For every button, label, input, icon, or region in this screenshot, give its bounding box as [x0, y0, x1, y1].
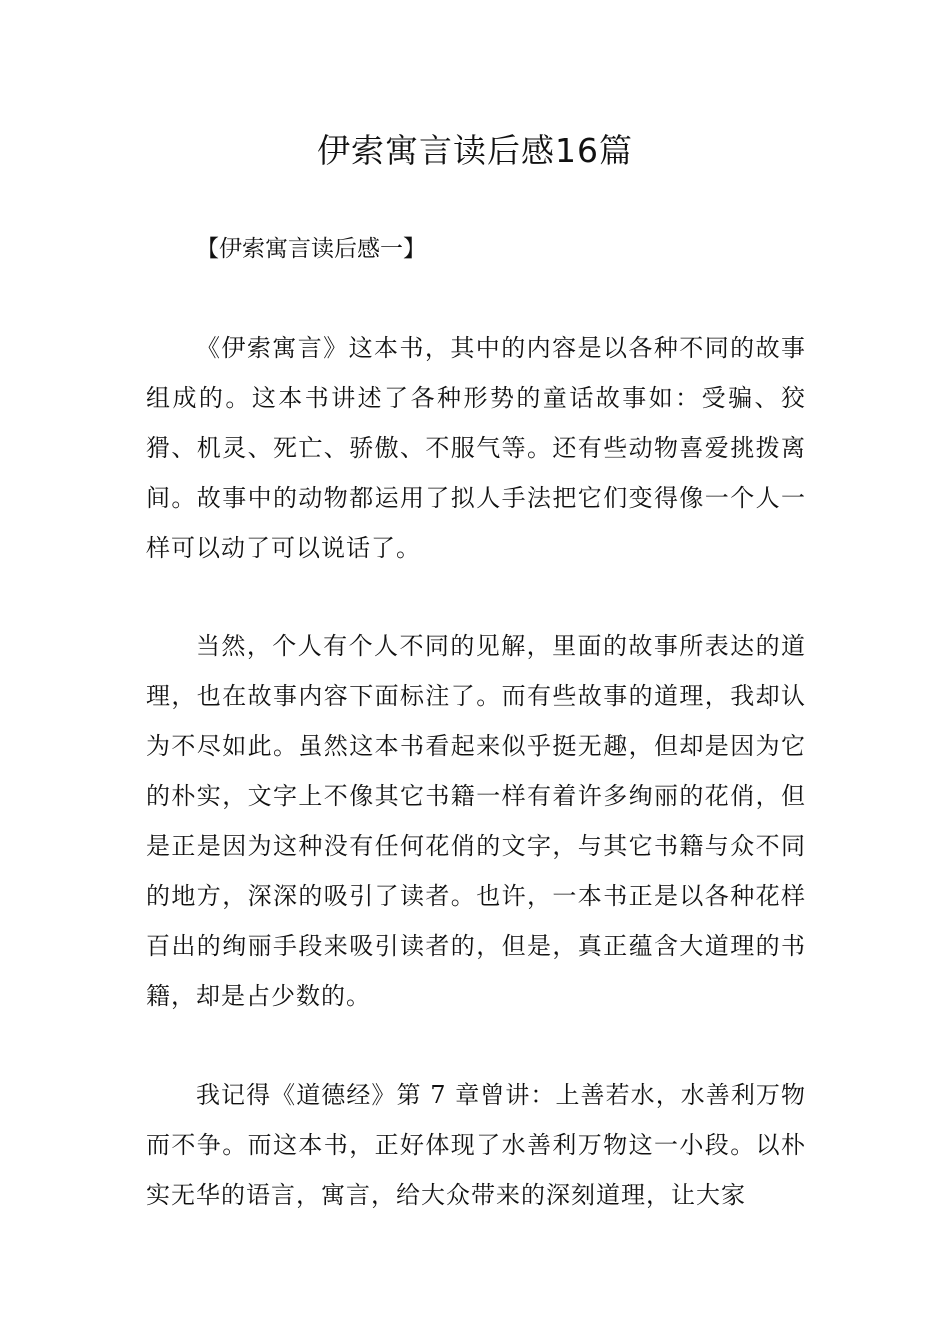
- paragraph-1: 《伊索寓言》这本书，其中的内容是以各种不同的故事组成的。这本书讲述了各种形势的童话故事如：受骗、狡猾、机灵、死亡、骄傲、不服气等。还有些动物喜爱挑拨离间。故事中的动物都运用了拟人手法把它们变得像一个人一样可以动了可以说话了。: [146, 334, 806, 562]
- paragraph-2: 当然，个人有个人不同的见解，里面的故事所表达的道理，也在故事内容下面标注了。而有些故事的道理，我却认为不尽如此。虽然这本书看起来似乎挺无趣，但却是因为它的朴实，文字上不像其它书籍一样有着许多绚丽的花俏，但是正是因为这种没有任何花俏的文字，与其它书籍与众不同的地方，深深的吸引了读者。也许，一本书正是以各种花样百出的绚丽手段来吸引读者的，但是，真正蕴含大道理的书籍，却是占少数的。: [146, 632, 806, 1010]
- document-title: 伊索寓言读后感16篇: [317, 131, 633, 170]
- paragraph-3: 我记得《道德经》第 7 章曾讲：上善若水，水善利万物而不争。而这本书，正好体现了水善利万物这一小段。以朴实无华的语言，寓言，给大众带来的深刻道理，让大家: [146, 1081, 806, 1209]
- section-heading: 【伊索寓言读后感一】: [196, 236, 426, 262]
